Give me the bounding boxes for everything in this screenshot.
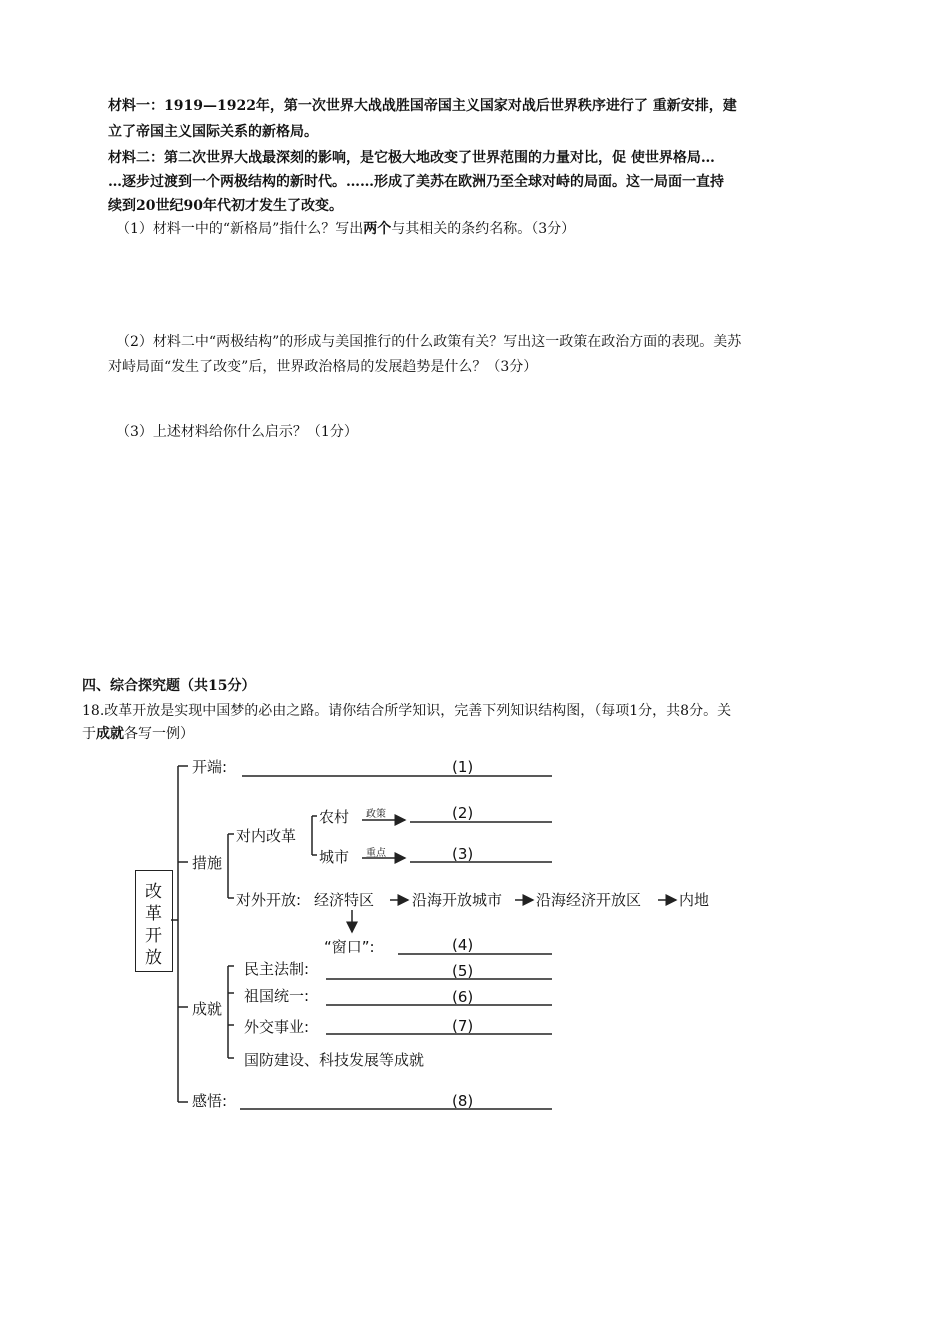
question-3: （3）上述材料给你什么启示？（1分） [116, 424, 358, 440]
root-char-3: 开 [145, 926, 162, 946]
blank-2: (2) [452, 804, 474, 822]
root-char-2: 革 [145, 904, 162, 924]
material-2-line-3: 续到20世纪90年代初才发生了改变。 [108, 198, 343, 214]
root-char-4: 放 [145, 948, 162, 968]
blank-4: (4) [452, 936, 474, 954]
knowledge-structure-diagram [130, 752, 730, 1122]
question-1-points: 与其相关的条约名称。（3分） [391, 221, 576, 237]
question-1 [116, 219, 575, 239]
blank-6: (6) [452, 988, 474, 1006]
blank-1: (1) [452, 758, 474, 776]
diplomacy-label: 外交事业: [244, 1018, 310, 1036]
democracy-label: 民主法制: [244, 960, 310, 978]
question-2-line-2: 对峙局面“发生了改变”后，世界政治格局的发展趋势是什么？（3分） [108, 359, 538, 375]
rural-label: 农村 [319, 808, 350, 826]
material-2-line-1: 材料二：第二次世界大战最深刻的影响，是它极大地改变了世界范围的力量对比，促 使世界格局… [108, 150, 715, 166]
achievements-label: 成就 [192, 1000, 223, 1018]
blank-5: (5) [452, 962, 474, 980]
defense-label: 国防建设、科技发展等成就 [244, 1051, 425, 1069]
urban-label: 城市 [319, 848, 350, 866]
material-2-line-2: …逐步过渡到一个两极结构的新时代。……形成了美苏在欧洲乃至全球对峙的局面。这一局面一直持 [108, 174, 724, 190]
section-4-title: 四、综合探究题（共15分） [82, 678, 256, 694]
question-1-text: （1）材料一中的“新格局”指什么？写出 [116, 221, 364, 237]
question-18-prefix: 于 [82, 726, 96, 742]
focus-tag: 重点 [366, 848, 386, 859]
question-18-line-1: 18.改革开放是实现中国梦的必由之路。请你结合所学知识，完善下列知识结构图，（每项1分，共8分。关 [82, 703, 732, 719]
insight-label: 感悟: [192, 1092, 228, 1110]
flow-coastal-zones: 沿海经济开放区 [536, 891, 642, 909]
question-18-suffix: 各写一例） [124, 726, 194, 742]
opening-label: 对外开放: [236, 891, 302, 909]
question-18-line-2 [82, 724, 194, 744]
root-box [135, 870, 173, 972]
flow-inland: 内地 [679, 891, 710, 909]
blank-8: (8) [452, 1092, 474, 1110]
question-18-emphasis: 成就 [96, 726, 124, 742]
start-label: 开端: [192, 758, 228, 776]
material-1-line-2: 立了帝国主义国际关系的新格局。 [108, 124, 318, 140]
question-2-line-1: （2）材料二中“两极结构”的形成与美国推行的什么政策有关？写出这一政策在政治方面的表现。美苏 [116, 334, 742, 350]
blank-7: (7) [452, 1017, 474, 1035]
policy-tag: 政策 [366, 809, 386, 820]
root-char-1: 改 [145, 882, 162, 902]
measures-label: 措施 [192, 854, 223, 872]
diagram-connectors [130, 752, 730, 1122]
flow-special-zones: 经济特区 [314, 891, 375, 909]
inner-reform-label: 对内改革 [236, 827, 297, 845]
flow-coastal-cities: 沿海开放城市 [412, 891, 503, 909]
reunification-label: 祖国统一: [244, 987, 310, 1005]
blank-3: (3) [452, 845, 474, 863]
question-1-emphasis: 两个 [363, 221, 392, 237]
material-1-line-1: 材料一：1919—1922年，第一次世界大战战胜国帝国主义国家对战后世界秩序进行了 重新安排，建 [108, 98, 737, 114]
window-label: “窗口”: [324, 938, 375, 956]
